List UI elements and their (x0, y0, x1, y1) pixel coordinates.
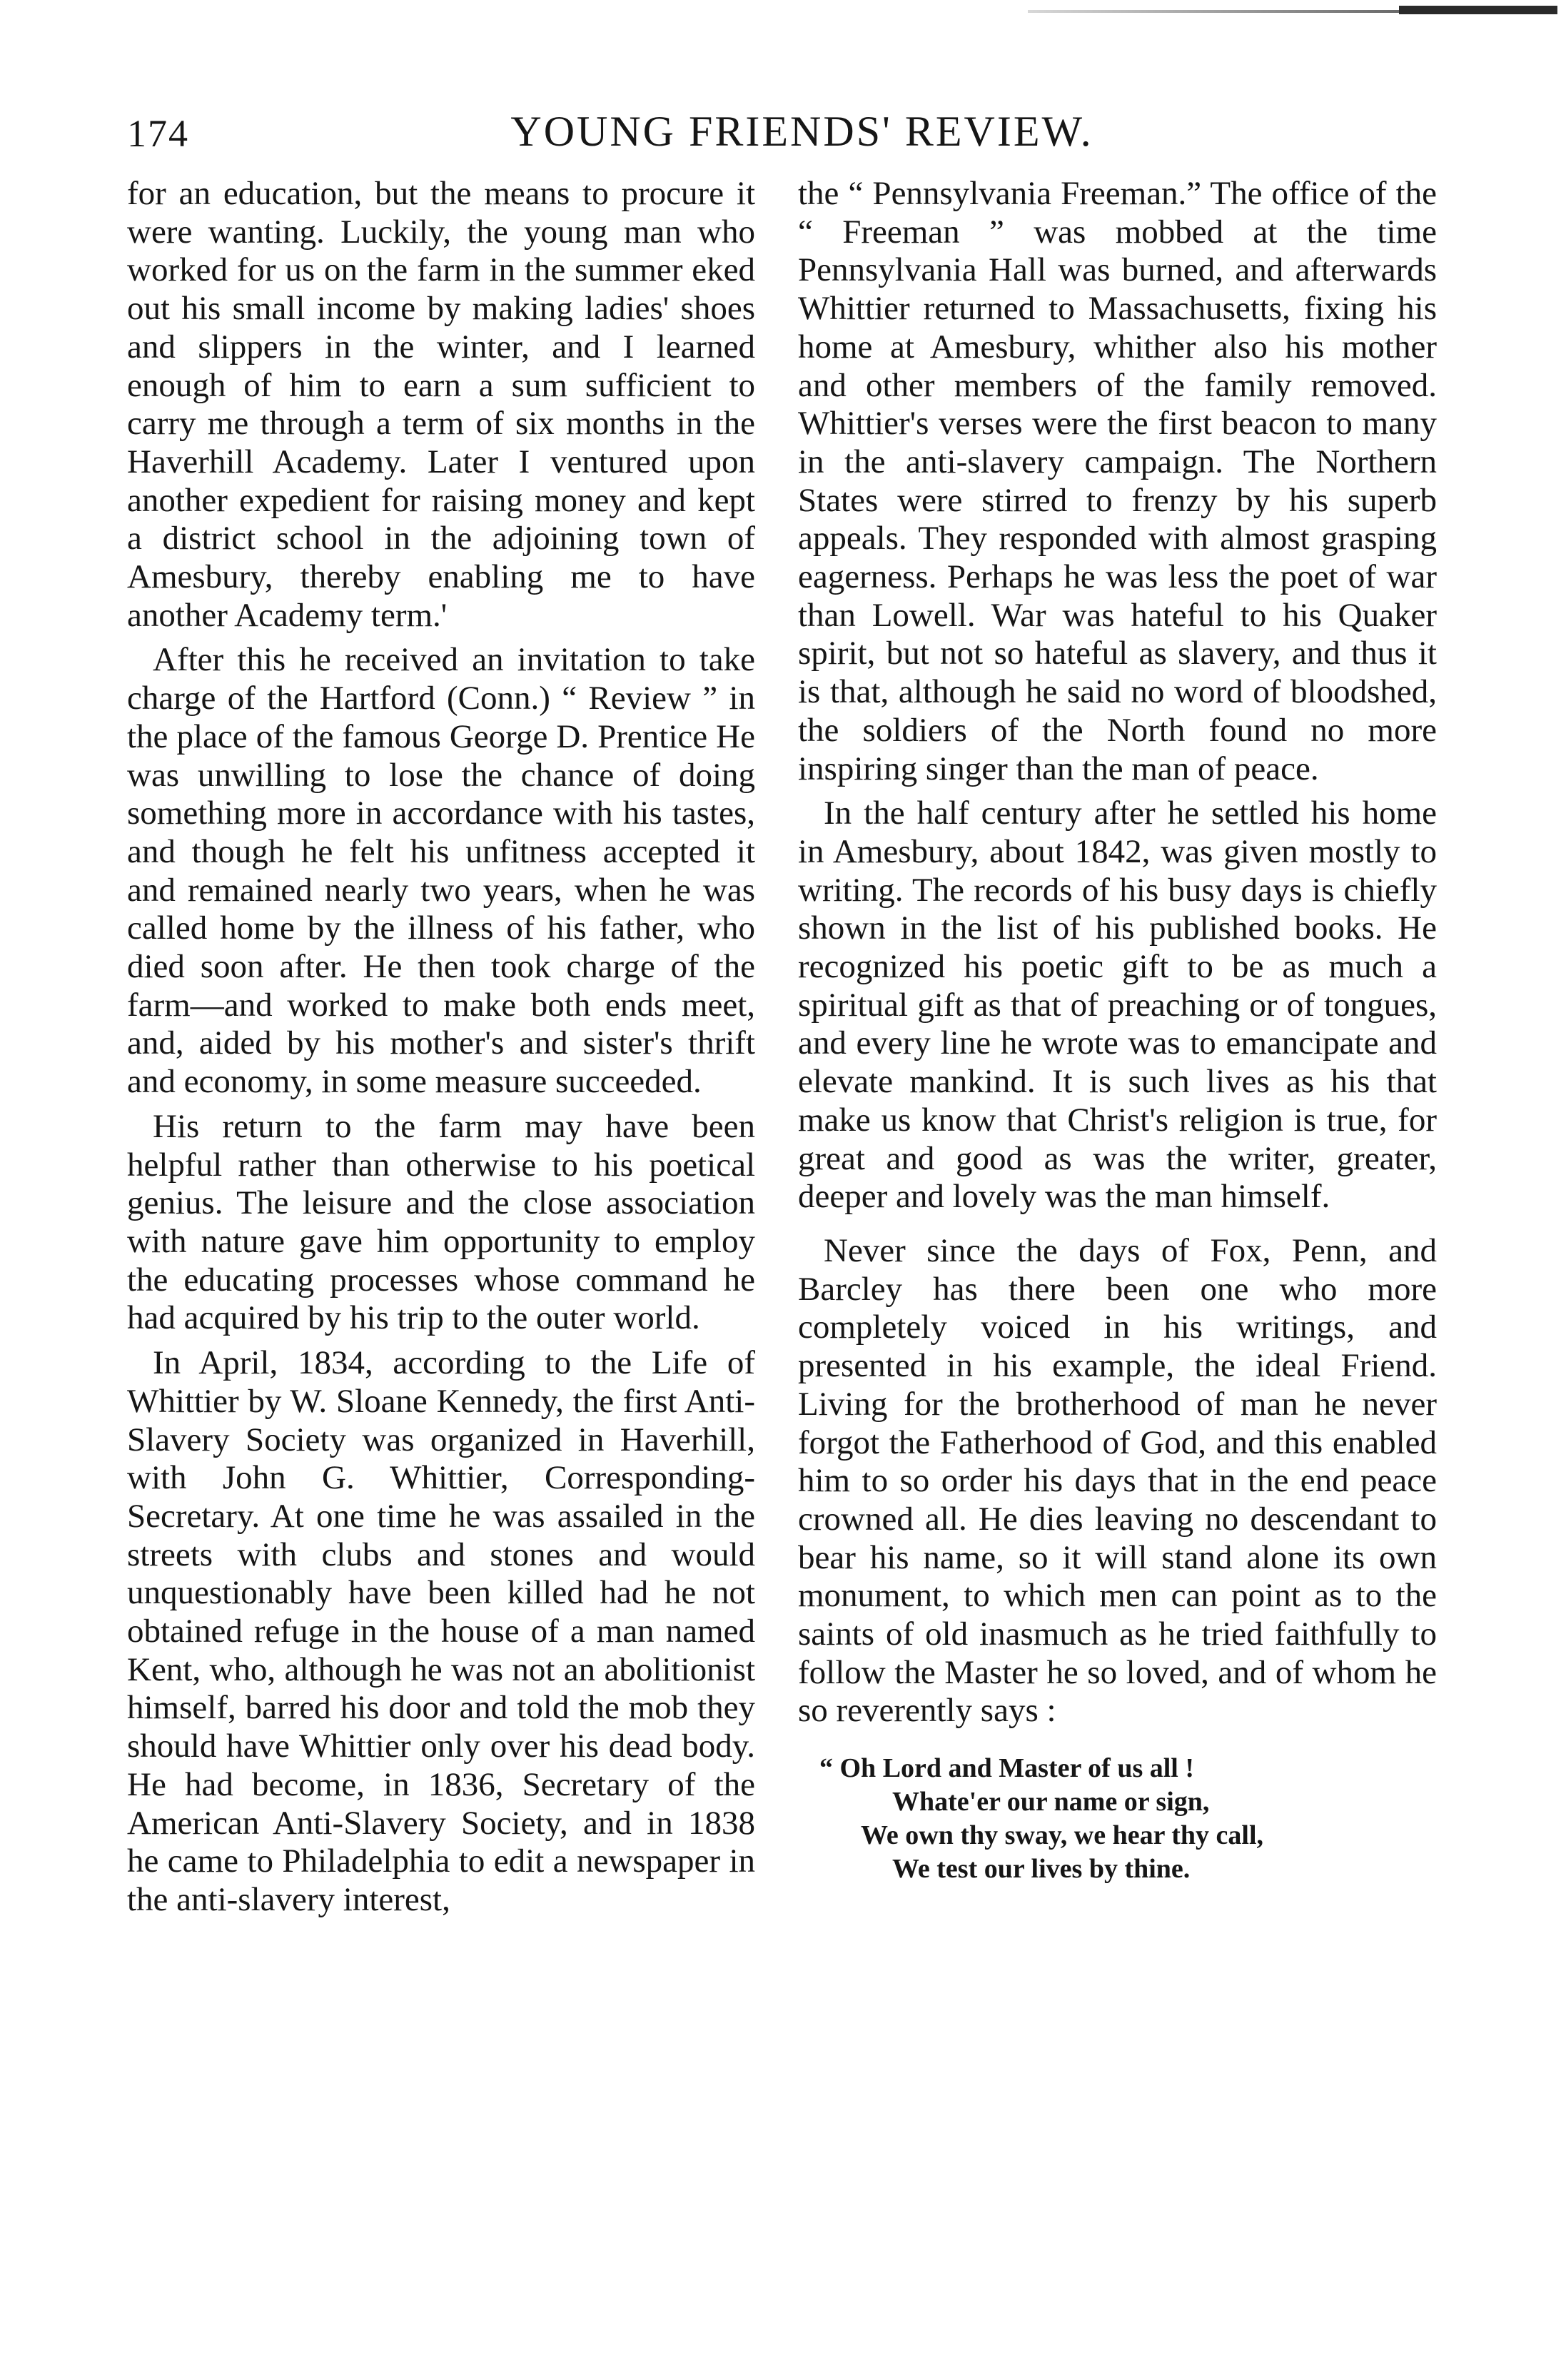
poem-line: “ Oh Lord and Master of us all ! (819, 1753, 1195, 1784)
paragraph: the “ Pennsylvania Freeman.” The office of the “ Freeman ” was mobbed at the time Pennsylvania Hall was burned, and afterwards Whittier returned to Massachusetts, fixing his home at Amesbury, whither also his mother and other members of the family removed. Whittier's verses were the first beacon to many in the anti-slavery campaign. The Northern States were stirred to frenzy by his superb appeals. They responded with almost grasping eagerness. Perhaps he was less the poet of war than Lowell. War was hateful to his Quaker spirit, but not so hateful as slavery, and thus it is that, although he said no word of bloodshed, the soldiers of the North found no more inspiring singer than the man of peace. (798, 175, 1437, 787)
paragraph: After this he received an invitation to take charge of the Hartford (Conn.) “ Review ” in the place of the famous George D. Prentice He was unwilling to lose the chance of doing something more in accordance with his tastes, and though he felt his unfitness accepted it and remained nearly two years, when he was called home by the illness of his father, who died soon after. He then took charge of the farm—and worked to make both ends meet, and, aided by his mother's and sister's thrift and economy, in some measure succeeded. (127, 641, 755, 1101)
poem-line: We own thy sway, we hear thy call, (861, 1820, 1264, 1851)
paragraph: Never since the days of Fox, Penn, and Barcley has there been one who more completely voiced in his writings, and presented in his example, the ideal Friend. Living for the brotherhood of man he never forgot the Fatherhood of God, and this enabled him to so order his days that in the end peace crowned all. He dies leaving no descendant to bear his name, so it will stand alone its own monument, to which men can point as to the saints of old inasmuch as he tried faithfully to follow the Master he so loved, and of whom he so reverently says : (798, 1231, 1437, 1730)
paragraph: In the half century after he settled his home in Amesbury, about 1842, was given mostly to writing. The records of his busy days is chiefly shown in the list of his published books. He recognized his poetic gift to be as much a spiritual gift as that of preaching or of tongues, and every line he wrote was to emancipate and elevate mankind. It is such lives as his that make us know that Christ's religion is true, for great and good as was the writer, greater, deeper and lovely was the man himself. (798, 795, 1437, 1216)
left-column (127, 175, 755, 1926)
page-header (0, 107, 1561, 171)
paragraph: In April, 1834, according to the Life of Whittier by W. Sloane Kennedy, the first Anti-Slavery Society was organized in Haverhill, with John G. Whittier, Corresponding-Secretary. At one time he was assailed in the streets with clubs and stones and would unquestionably have been killed had he not obtained refuge in the house of a man named Kent, who, although he was not an abolitionist himself, barred his door and told the mob they should have Whittier only over his dead body. He had become, in 1836, Secretary of the American Anti-Slavery Society, and in 1838 he came to Philadelphia to edit a newspaper in the anti-slavery interest, (127, 1344, 755, 1918)
poem-line: Whate'er our name or sign, (892, 1787, 1210, 1817)
paragraph: for an education, but the means to procure it were wanting. Luckily, the young man who worked for us on the farm in the summer eked out his small income by making ladies' shoes and slippers in the winter, and I learned enough of him to earn a sum sufficient to carry me through a term of six months in the Haverhill Academy. Later I ventured upon another expedient for raising money and kept a district school in the adjoining town of Amesbury, thereby enabling me to have another Academy term.' (127, 175, 755, 634)
poem-line: We test our lives by thine. (892, 1854, 1191, 1885)
paragraph: His return to the farm may have been helpful rather than otherwise to his poetical genius. The leisure and the close association with nature gave him opportunity to employ the educating processes whose command he had acquired by his trip to the outer world. (127, 1107, 755, 1337)
running-title: YOUNG FRIENDS' REVIEW. (510, 108, 1093, 155)
poem-quotation (798, 1752, 1437, 1886)
page-number: 174 (127, 112, 189, 155)
right-column (798, 175, 1437, 1886)
top-edge-mark (1399, 6, 1557, 14)
